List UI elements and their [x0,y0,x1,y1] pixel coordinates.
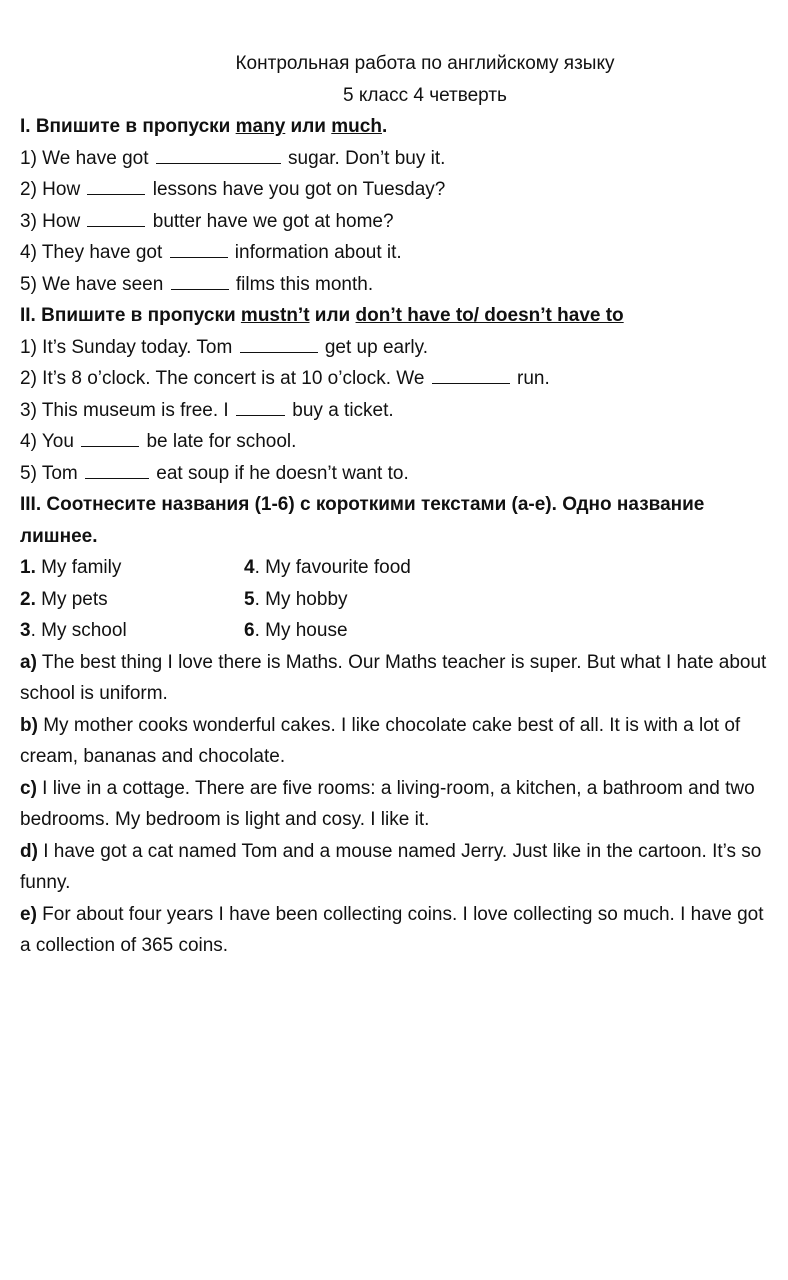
short-text: d) I have got a cat named Tom and a mouse named Jerry. Just like in the cartoon. It’s so funny. [20,840,762,893]
answer-blank[interactable] [432,365,510,384]
short-text: b) My mother cooks wonderful cakes. I like chocolate cake best of all. It is with a lot of cream, bananas and chocolate. [20,714,741,767]
exercise-2-item: 5) Tom eat soup if he doesn’t want to. [20,458,770,490]
section-2-heading: II. Впишите в пропуски mustn’t или don’t have to/ doesn’t have to [20,305,624,326]
exercise-1-item: 4) They have got information about it. [20,237,770,269]
answer-blank[interactable] [170,239,228,258]
exercise-2-item: 1) It’s Sunday today. Tom get up early. [20,332,770,364]
exercise-2-item: 4) You be late for school. [20,426,770,458]
short-text: a) The best thing I love there is Maths. Our Maths teacher is super. But what I hate about school is uniform. [20,651,767,704]
answer-blank[interactable] [87,176,145,195]
exercise-2-item: 3) This museum is free. I buy a ticket. [20,395,770,427]
answer-blank[interactable] [156,145,281,164]
titles-row [20,552,770,584]
exercise-2-item: 2) It’s 8 o’clock. The concert is at 10 o’clock. We run. [20,363,770,395]
section-3-heading-cont: лишнее. [20,525,98,547]
answer-blank[interactable] [171,271,229,290]
title-option: 2. My pets [20,588,108,610]
page-subtitle: 5 класс 4 четверть [343,84,507,106]
worksheet [20,48,770,962]
exercise-1-item: 5) We have seen films this month. [20,269,770,301]
page-title: Контрольная работа по английскому языку [235,53,615,74]
titles-row [20,584,770,616]
answer-blank[interactable] [81,428,139,447]
title-option: 4. My favourite food [244,557,411,578]
title-option: 6. My house [244,620,348,641]
exercise-1-item: 3) How butter have we got at home? [20,206,770,238]
answer-blank[interactable] [240,334,318,353]
answer-blank[interactable] [87,208,145,227]
exercise-1-item: 1) We have got sugar. Don’t buy it. [20,143,770,175]
section-1-heading: I. Впишите в пропуски many или much. [20,116,388,137]
short-text: c) I live in a cottage. There are five rooms: a living-room, a kitchen, a bathroom and two bedrooms. My bedroom is light and cosy. I like it. [20,777,755,830]
title-option: 5. My hobby [244,588,348,610]
exercise-1-item: 2) How lessons have you got on Tuesday? [20,174,770,206]
titles-row [20,615,770,647]
answer-blank[interactable] [236,397,285,416]
answer-blank[interactable] [85,460,149,479]
title-option: 1. My family [20,557,122,578]
section-3-heading: III. Соотнесите названия (1-6) с короткими текстами (a-e). Одно название [20,494,705,515]
title-option: 3. My school [20,620,127,641]
short-text: e) For about four years I have been collecting coins. I love collecting so much. I have got a collection of 365 coins. [20,903,764,956]
